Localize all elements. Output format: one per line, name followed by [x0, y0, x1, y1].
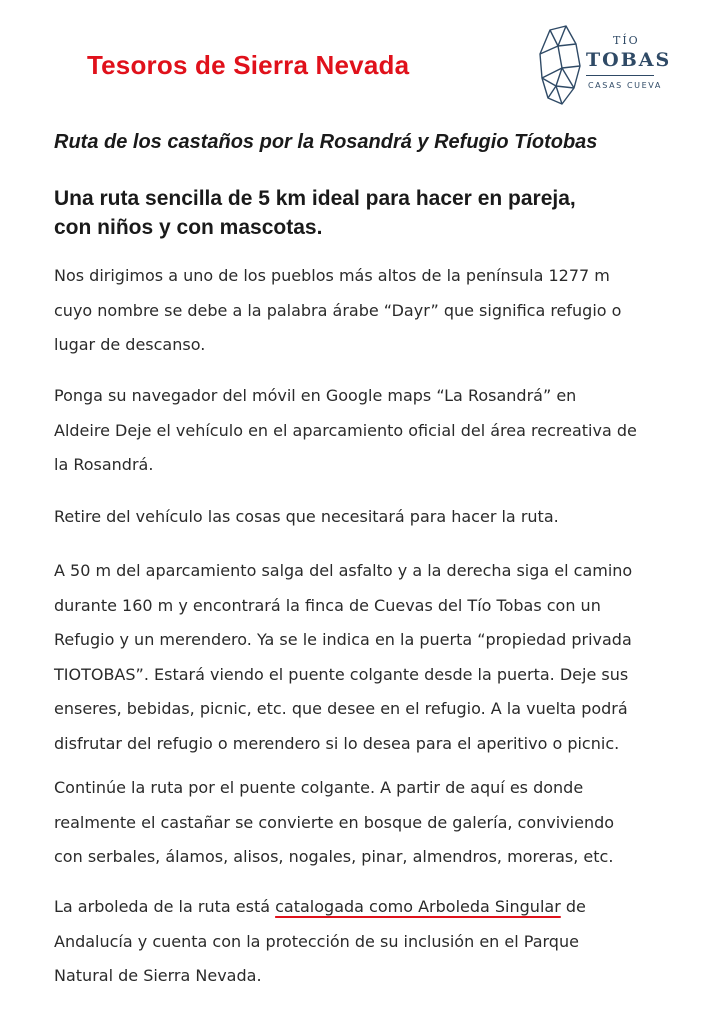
text-line: Natural de Sierra Nevada.: [54, 966, 262, 985]
text-line: disfrutar del refugio o merendero si lo desea para el aperitivo o picnic.: [54, 733, 620, 753]
text-line: lugar de descanso.: [54, 335, 206, 354]
highlighted-phrase: catalogada como Arboleda Singular: [275, 897, 561, 916]
text-line: realmente el castañar se convierte en bosque de galería, conviviendo: [54, 812, 615, 832]
text-line: Aldeire Deje el vehículo en el aparcamiento oficial del área recreativa de: [54, 420, 637, 440]
logo-sub-text: CASAS CUEVA: [588, 81, 662, 90]
text-line: Retire del vehículo las cosas que necesitará para hacer la ruta.: [54, 507, 559, 526]
paragraph-navigation: [54, 379, 694, 483]
paragraph-route-start: [54, 554, 694, 761]
logo-main-text: TOBAS: [586, 49, 672, 71]
text-line: A 50 m del aparcamiento salga del asfalto y a la derecha siga el camino: [54, 561, 633, 580]
paragraph-protection: [54, 890, 694, 994]
header-title: Tesoros de Sierra Nevada: [87, 50, 410, 80]
route-subtitle: Ruta de los castaños por la Rosandrá y Refugio Tíotobas: [54, 131, 598, 153]
text-segment: La arboleda de la ruta está: [54, 897, 276, 916]
paragraph-preparation: [54, 500, 694, 535]
text-line: enseres, bebidas, picnic, etc. que desee en el refugio. A la vuelta podrá: [54, 699, 628, 718]
logo-top-text: TÍO: [613, 34, 640, 47]
text-segment: de: [560, 897, 586, 916]
text-line: con serbales, álamos, alisos, nogales, pinar, almendros, moreras, etc.: [54, 847, 614, 866]
text-line: cuyo nombre se debe a la palabra árabe “Dayr” que significa refugio o: [54, 300, 622, 320]
text-line: Andalucía y cuenta con la protección de su inclusión en el Parque: [54, 931, 579, 951]
lead-heading: [54, 184, 674, 242]
text-line: TIOTOBAS”. Estará viendo el puente colgante desde la puerta. Deje sus: [54, 664, 629, 684]
lead-line: con niños y con mascotas.: [54, 216, 323, 239]
paragraph-intro: [54, 259, 694, 363]
text-line: durante 160 m y encontrará la finca de Cuevas del Tío Tobas con un: [54, 595, 601, 615]
text-line: Continúe la ruta por el puente colgante. A partir de aquí es donde: [54, 778, 584, 797]
text-line: [54, 890, 694, 925]
text-line: Refugio y un merendero. Ya se le indica en la puerta “propiedad privada: [54, 630, 632, 649]
logo-divider: [586, 75, 654, 76]
text-line: la Rosandrá.: [54, 455, 154, 474]
text-line: Nos dirigimos a uno de los pueblos más altos de la península 1277 m: [54, 266, 610, 285]
lead-line: Una ruta sencilla de 5 km ideal para hacer en pareja,: [54, 187, 576, 210]
paragraph-bridge: [54, 771, 694, 875]
text-line: Ponga su navegador del móvil en Google maps “La Rosandrá” en: [54, 386, 577, 405]
